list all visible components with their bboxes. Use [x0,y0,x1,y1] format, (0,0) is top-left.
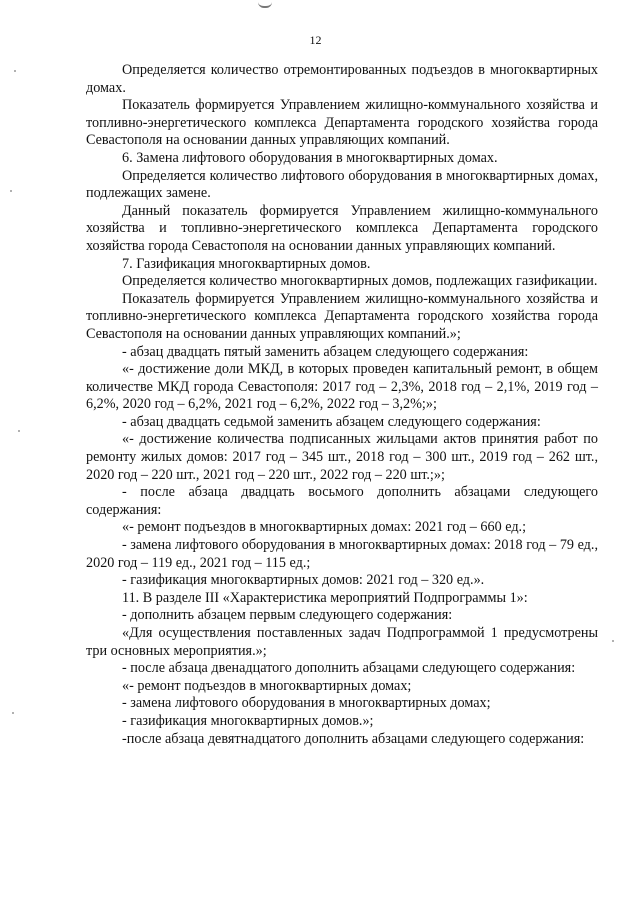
paragraph: 6. Замена лифтового оборудования в многоквартирных домах. [122,149,498,166]
scan-speck [12,712,14,714]
scan-mark [258,0,272,8]
paragraph: - газификация многоквартирных домов.»; [122,712,374,729]
document-body [86,62,598,748]
scan-speck [612,640,614,642]
paragraph: Показатель формируется Управлением жилищно-коммунального хозяйства и топливно-энергетического комплекса Департамента городского хозяйства города Севастополя на основании данных управляющих компаний. [86,97,598,149]
paragraph: - замена лифтового оборудования в многоквартирных домах: 2018 год – 79 ед., 2020 год – 119 ед., 2021 год – 115 ед.; [86,537,598,571]
paragraph: Определяется количество лифтового оборудования в многоквартирных домах, подлежащих замене. [86,167,598,202]
paragraph: Определяется количество отремонтированных подъездов в многоквартирных домах. [86,62,598,96]
scan-speck [10,190,12,192]
paragraph: «- достижение доли МКД, в которых проведен капитальный ремонт, в общем количестве МКД города Севастополя: 2017 год – 2,3%, 2018 год – 2,1%, 2019 год – 6,2%, 2020 год – 6,2%, 2021 год – 6,2%, 2022 год – 3,2%;»; [86,361,598,413]
scan-speck [18,430,20,432]
paragraph: -после абзаца девятнадцатого дополнить абзацами следующего содержания: [122,730,585,747]
paragraph: 7. Газификация многоквартирных домов. [122,255,371,272]
paragraph: «- ремонт подъездов в многоквартирных домах; [122,677,412,694]
paragraph: «- достижение количества подписанных жильцами актов принятия работ по ремонту жилых домов: 2017 год – 345 шт., 2018 год – 300 шт., 2019 год – 262 шт., 2020 год – 220 шт., 2021 год – 220 шт., 2022 год – 220 шт.;»; [86,431,598,483]
paragraph: - газификация многоквартирных домов: 2021 год – 320 ед.». [122,572,485,589]
paragraph: - абзац двадцать пятый заменить абзацем следующего содержания: [122,343,529,360]
paragraph: «- ремонт подъездов в многоквартирных домах: 2021 год – 660 ед.; [122,519,527,536]
paragraph: «Для осуществления поставленных задач Подпрограммой 1 предусмотрены три основных мероприятия.»; [86,625,598,659]
paragraph: Показатель формируется Управлением жилищно-коммунального хозяйства и топливно-энергетического комплекса Департамента городского хозяйства города Севастополя на основании данных управляющих компаний.»; [86,290,598,342]
page-number: 12 [309,33,322,47]
paragraph: - после абзаца двадцать восьмого дополнить абзацами следующего содержания: [86,484,598,518]
paragraph: 11. В разделе III «Характеристика мероприятий Подпрограммы 1»: [122,589,528,606]
paragraph: - замена лифтового оборудования в многоквартирных домах; [122,695,491,712]
paragraph: Определяется количество многоквартирных домов, подлежащих газификации. [122,273,598,290]
scan-speck [14,70,16,72]
paragraph: - абзац двадцать седьмой заменить абзацем следующего содержания: [122,413,541,430]
paragraph: Данный показатель формируется Управлением жилищно-коммунального хозяйства и топливно-энергетического комплекса Департамента городского хозяйства города Севастополя на основании данных управляющих компаний. [86,202,598,254]
paragraph: - дополнить абзацем первым следующего содержания: [122,607,453,624]
paragraph: - после абзаца двенадцатого дополнить абзацами следующего содержания: [122,660,576,677]
